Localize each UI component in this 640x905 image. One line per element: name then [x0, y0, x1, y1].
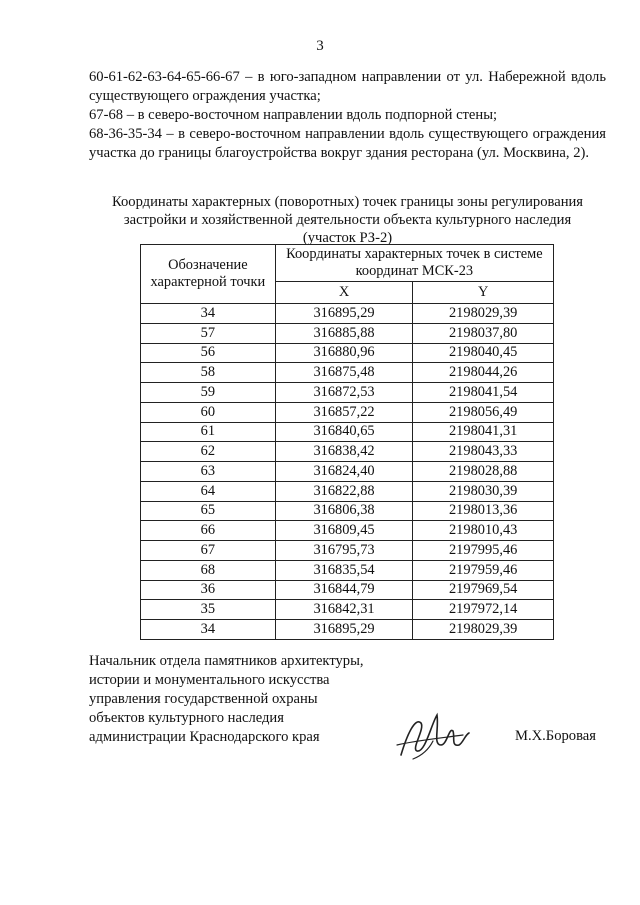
- table-title-line-2: застройки и хозяйственной деятельности объекта культурного наследия: [123, 212, 572, 228]
- y-coordinate-cell: 2198030,39: [413, 481, 554, 501]
- y-coordinate-cell: 2198029,39: [413, 304, 554, 324]
- table-title: [89, 193, 606, 247]
- y-coordinate-cell: 2197972,14: [413, 600, 554, 620]
- header-point-designation: Обозначение характерной точки: [141, 245, 276, 304]
- signatory-position-line: объектов культурного наследия: [89, 710, 284, 726]
- table-row: [141, 442, 554, 462]
- y-coordinate-cell: 2198037,80: [413, 323, 554, 343]
- y-coordinate-cell: 2198041,31: [413, 422, 554, 442]
- paragraph-segment-68-34: 68-36-35-34 – в северо-восточном направлении вдоль существующего ограждения участка до границы благоустройства вокруг здания ресторана (ул. Москвина, 2).: [89, 126, 606, 161]
- table-row: [141, 422, 554, 442]
- point-number-cell: 58: [141, 363, 276, 383]
- y-coordinate-cell: 2198013,36: [413, 501, 554, 521]
- y-coordinate-cell: 2198028,88: [413, 462, 554, 482]
- signatory-name: М.Х.Боровая: [515, 728, 596, 744]
- y-coordinate-cell: 2198044,26: [413, 363, 554, 383]
- point-number-cell: 57: [141, 323, 276, 343]
- x-coordinate-cell: 316857,22: [275, 402, 413, 422]
- table-row: [141, 402, 554, 422]
- table-title-line-3: (участок РЗ-2): [302, 230, 393, 246]
- x-coordinate-cell: 316809,45: [275, 521, 413, 541]
- coordinates-table: [140, 244, 554, 640]
- point-number-cell: 34: [141, 620, 276, 640]
- paragraph-segment-67-68: 67-68 – в северо-восточном направлении вдоль подпорной стены;: [89, 107, 498, 123]
- table-row: [141, 383, 554, 403]
- x-coordinate-cell: 316872,53: [275, 383, 413, 403]
- y-coordinate-cell: 2197995,46: [413, 541, 554, 561]
- y-coordinate-cell: 2197969,54: [413, 580, 554, 600]
- y-coordinate-cell: 2198041,54: [413, 383, 554, 403]
- point-number-cell: 67: [141, 541, 276, 561]
- x-coordinate-cell: 316838,42: [275, 442, 413, 462]
- table-row: [141, 363, 554, 383]
- x-coordinate-cell: 316806,38: [275, 501, 413, 521]
- point-number-cell: 34: [141, 304, 276, 324]
- signatory-position-line: Начальник отдела памятников архитектуры,: [89, 653, 364, 669]
- x-coordinate-cell: 316795,73: [275, 541, 413, 561]
- header-y: Y: [413, 282, 554, 304]
- table-row: [141, 462, 554, 482]
- point-number-cell: 63: [141, 462, 276, 482]
- x-coordinate-cell: 316895,29: [275, 620, 413, 640]
- point-number-cell: 68: [141, 560, 276, 580]
- x-coordinate-cell: 316822,88: [275, 481, 413, 501]
- coordinates-table-body: [141, 304, 554, 640]
- x-coordinate-cell: 316895,29: [275, 304, 413, 324]
- x-coordinate-cell: 316840,65: [275, 422, 413, 442]
- table-row: [141, 304, 554, 324]
- paragraph-segment-60-67: 60-61-62-63-64-65-66-67 – в юго-западном направлении от ул. Набережной вдоль существующего ограждения участка;: [89, 69, 606, 104]
- y-coordinate-cell: 2198056,49: [413, 402, 554, 422]
- table-row: [141, 323, 554, 343]
- page-number: 3: [316, 38, 324, 54]
- point-number-cell: 36: [141, 580, 276, 600]
- handwritten-signature: [393, 705, 473, 765]
- point-number-cell: 35: [141, 600, 276, 620]
- table-row: [141, 600, 554, 620]
- header-coordinates: Координаты характерных точек в системе координат МСК-23: [275, 245, 553, 282]
- y-coordinate-cell: 2198029,39: [413, 620, 554, 640]
- y-coordinate-cell: 2198040,45: [413, 343, 554, 363]
- y-coordinate-cell: 2197959,46: [413, 560, 554, 580]
- signatory-position-line: администрации Краснодарского края: [89, 729, 320, 745]
- point-number-cell: 59: [141, 383, 276, 403]
- point-number-cell: 62: [141, 442, 276, 462]
- x-coordinate-cell: 316880,96: [275, 343, 413, 363]
- x-coordinate-cell: 316885,88: [275, 323, 413, 343]
- header-x: X: [275, 282, 413, 304]
- y-coordinate-cell: 2198043,33: [413, 442, 554, 462]
- table-row: [141, 481, 554, 501]
- x-coordinate-cell: 316844,79: [275, 580, 413, 600]
- y-coordinate-cell: 2198010,43: [413, 521, 554, 541]
- x-coordinate-cell: 316824,40: [275, 462, 413, 482]
- x-coordinate-cell: 316835,54: [275, 560, 413, 580]
- x-coordinate-cell: 316875,48: [275, 363, 413, 383]
- point-number-cell: 64: [141, 481, 276, 501]
- point-number-cell: 66: [141, 521, 276, 541]
- signatory-position: [89, 652, 389, 747]
- x-coordinate-cell: 316842,31: [275, 600, 413, 620]
- table-row: [141, 560, 554, 580]
- point-number-cell: 65: [141, 501, 276, 521]
- table-row: [141, 541, 554, 561]
- point-number-cell: 60: [141, 402, 276, 422]
- point-number-cell: 61: [141, 422, 276, 442]
- signatory-position-line: истории и монументального искусства: [89, 672, 330, 688]
- signatory-position-line: управления государственной охраны: [89, 691, 318, 707]
- table-row: [141, 501, 554, 521]
- table-row: [141, 620, 554, 640]
- table-row: [141, 580, 554, 600]
- table-row: [141, 521, 554, 541]
- table-row: [141, 343, 554, 363]
- point-number-cell: 56: [141, 343, 276, 363]
- table-title-line-1: Координаты характерных (поворотных) точек границы зоны регулирования: [111, 194, 584, 210]
